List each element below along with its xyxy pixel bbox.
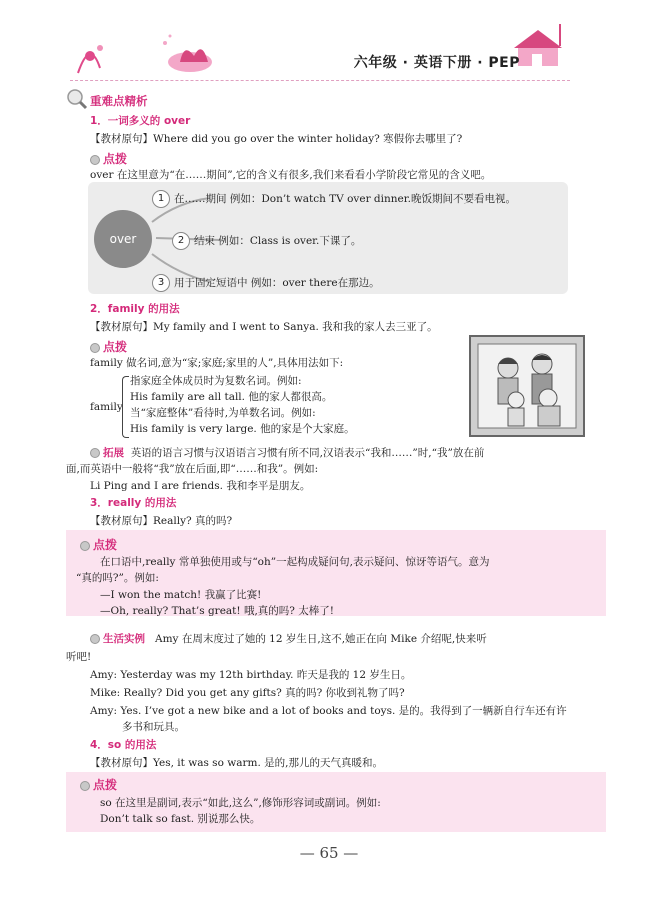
diagram-number: 1 [152, 190, 170, 208]
topic3-tip-text: “真的吗?”。例如: [76, 572, 159, 584]
extension-label: 拓展 [90, 447, 124, 459]
extension-line: 面,而英语中一般将“我”放在后面,即“……和我”。例如: [66, 463, 319, 475]
topic3-tip-text: 在口语中,really 常单独使用或与“oh”一起构成疑问句,表示疑问、惊讶等语气。意为 [100, 556, 490, 568]
over-diagram [88, 182, 568, 294]
diagram-item: 用于固定短语中 例如：over there在那边。 [174, 277, 380, 289]
bullet-icon [90, 634, 100, 644]
over-center: over [94, 210, 152, 268]
topic4-source: 【教材原句】Yes, it was so warm. 是的,那儿的天气真暖和。 [90, 757, 383, 769]
dialog-line: 多书和玩具。 [122, 721, 185, 733]
topic3-example: —I won the match! 我赢了比赛! [100, 589, 262, 601]
bullet-icon [90, 448, 100, 458]
topic4-example: Don’t talk so fast. 别说那么快。 [100, 813, 261, 825]
topic1-source: 【教材原句】Where did you go over the winter holiday? 寒假你去哪里了? [90, 133, 463, 145]
diagram-number: 3 [152, 274, 170, 292]
family-portrait-illustration [468, 334, 586, 438]
family-word: family [90, 401, 123, 413]
topic3-example: —Oh, really? That’s great! 哦,真的吗? 太棒了! [100, 605, 334, 617]
family-usage-line: 指家庭全体成员时为复数名词。例如: [130, 375, 302, 387]
magnifier-icon [66, 88, 88, 110]
extension-line: 拓展 英语的语言习惯与汉语语言习惯有所不同,汉语表示“我和……”时,“我”放在前 [90, 446, 484, 460]
topic1-tip-label: 点拨 [90, 150, 127, 167]
topic2-source: 【教材原句】My family and I went to Sanya. 我和我的家人去三亚了。 [90, 321, 438, 333]
bullet-icon [90, 343, 100, 353]
dialog-line: Amy: Yes. I’ve got a new bike and a lot of books and toys. 是的。我得到了一辆新自行车还有许 [90, 705, 567, 717]
flower-decoration-icon [70, 18, 220, 78]
brace-icon [122, 376, 129, 438]
topic1-title: 1．一词多义的 over [90, 115, 191, 127]
bullet-icon [80, 541, 90, 551]
dialog-line: Amy: Yesterday was my 12th birthday. 昨天是我的 12 岁生日。 [90, 669, 412, 681]
diagram-item: 在……期间 例如：Don’t watch TV over dinner.晚饭期间不要看电视。 [174, 193, 516, 205]
page-number: — 65 — [299, 844, 359, 862]
topic3-source: 【教材原句】Really? 真的吗? [90, 515, 233, 527]
topic2-tip-text: family 做名词,意为“家;家庭;家里的人”,具体用法如下: [90, 357, 344, 369]
topic3-tip-label: 点拨 [80, 536, 117, 553]
topic4-tip-text: so 在这里是副词,表示“如此,这么”,修饰形容词或副词。例如: [100, 797, 381, 809]
extension-example: Li Ping and I are friends. 我和李平是朋友。 [90, 480, 311, 492]
topic4-title: 4．so 的用法 [90, 739, 157, 751]
diagram-number: 2 [172, 232, 190, 250]
life-example-line: 听吧! [66, 651, 92, 663]
topic1-tip-text: over 在这里意为“在……期间”,它的含义有很多,我们来看看小学阶段它常见的含义吧。 [90, 169, 492, 181]
page-header [60, 10, 590, 80]
topic3-title: 3．really 的用法 [90, 497, 177, 509]
topic4-tip-label: 点拨 [80, 776, 117, 793]
topic2-tip-label: 点拨 [90, 338, 127, 355]
topic2-title: 2．family 的用法 [90, 303, 180, 315]
bullet-icon [90, 155, 100, 165]
life-example-line: 生活实例 Amy 在周末度过了她的 12 岁生日,这不,她正在向 Mike 介绍呢,快来听 [90, 632, 487, 646]
family-usage-line: His family are all tall. 他的家人都很高。 [130, 391, 333, 403]
bullet-icon [80, 781, 90, 791]
dialog-line: Mike: Really? Did you get any gifts? 真的吗? 你收到礼物了吗? [90, 687, 405, 699]
diagram-item: 结束 例如：Class is over.下课了。 [194, 235, 362, 247]
section-heading: 重难点精析 [90, 94, 148, 108]
family-usage-line: 当“家庭整体”看待时,为单数名词。例如: [130, 407, 316, 419]
header-title: 六年级 · 英语下册 · PEP [353, 55, 520, 71]
header-divider [70, 80, 570, 81]
family-usage-line: His family is very large. 他的家是个大家庭。 [130, 423, 355, 435]
life-label: 生活实例 [90, 633, 145, 645]
